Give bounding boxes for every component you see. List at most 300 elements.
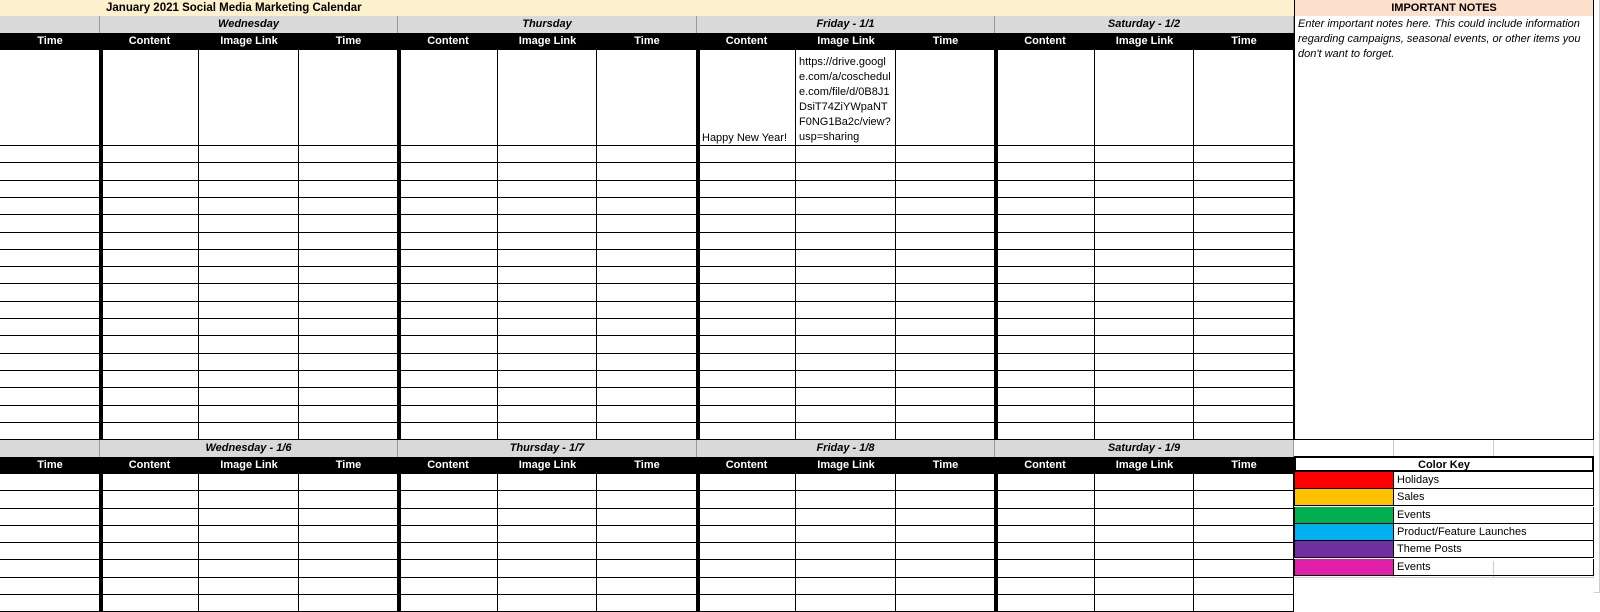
- table-cell[interactable]: [597, 560, 697, 578]
- table-cell[interactable]: Happy New Year!: [697, 50, 796, 146]
- table-cell[interactable]: [896, 595, 995, 612]
- table-cell[interactable]: [299, 595, 398, 612]
- table-cell[interactable]: [995, 354, 1095, 371]
- table-cell[interactable]: [995, 578, 1095, 595]
- table-cell[interactable]: [1095, 233, 1194, 250]
- table-cell[interactable]: [597, 509, 697, 526]
- table-cell[interactable]: [398, 215, 498, 233]
- table-cell[interactable]: [100, 302, 199, 319]
- table-cell[interactable]: [299, 284, 398, 302]
- table-cell[interactable]: [1095, 336, 1194, 354]
- table-cell[interactable]: [100, 267, 199, 284]
- table-cell[interactable]: [995, 526, 1095, 543]
- table-cell[interactable]: [1095, 388, 1194, 406]
- table-cell[interactable]: [199, 491, 299, 509]
- table-cell[interactable]: [796, 388, 896, 406]
- table-cell[interactable]: [1095, 198, 1194, 215]
- table-cell[interactable]: [0, 233, 100, 250]
- table-cell[interactable]: [100, 198, 199, 215]
- table-cell[interactable]: [0, 406, 100, 423]
- table-cell[interactable]: [597, 302, 697, 319]
- table-cell[interactable]: [697, 543, 796, 560]
- table-cell[interactable]: [100, 215, 199, 233]
- table-cell[interactable]: [796, 302, 896, 319]
- table-cell[interactable]: [597, 181, 697, 198]
- table-cell[interactable]: [199, 319, 299, 336]
- table-cell[interactable]: [1194, 163, 1294, 181]
- table-cell[interactable]: [1095, 319, 1194, 336]
- table-cell[interactable]: [0, 474, 100, 491]
- table-cell[interactable]: [1095, 50, 1194, 146]
- table-cell[interactable]: [0, 423, 100, 440]
- table-cell[interactable]: [597, 371, 697, 388]
- table-cell[interactable]: [1095, 543, 1194, 560]
- table-cell[interactable]: [199, 215, 299, 233]
- table-cell[interactable]: [896, 354, 995, 371]
- table-cell[interactable]: [896, 198, 995, 215]
- table-cell[interactable]: [1095, 491, 1194, 509]
- table-cell[interactable]: [1095, 354, 1194, 371]
- table-cell[interactable]: [896, 181, 995, 198]
- table-cell[interactable]: [1194, 50, 1294, 146]
- table-cell[interactable]: [100, 371, 199, 388]
- empty-cell[interactable]: [1394, 440, 1494, 457]
- table-cell[interactable]: [896, 319, 995, 336]
- table-cell[interactable]: [0, 163, 100, 181]
- table-cell[interactable]: [697, 423, 796, 440]
- table-cell[interactable]: [199, 250, 299, 267]
- table-cell[interactable]: [498, 560, 597, 578]
- table-cell[interactable]: [0, 509, 100, 526]
- table-cell[interactable]: [597, 250, 697, 267]
- table-cell[interactable]: [0, 302, 100, 319]
- table-cell[interactable]: [597, 163, 697, 181]
- table-cell[interactable]: [995, 388, 1095, 406]
- table-cell[interactable]: [0, 578, 100, 595]
- table-cell[interactable]: [498, 543, 597, 560]
- table-cell[interactable]: [1194, 406, 1294, 423]
- table-cell[interactable]: [796, 560, 896, 578]
- table-cell[interactable]: [299, 526, 398, 543]
- table-cell[interactable]: [896, 388, 995, 406]
- table-cell[interactable]: [697, 215, 796, 233]
- table-cell[interactable]: [398, 163, 498, 181]
- table-cell[interactable]: [597, 406, 697, 423]
- table-cell[interactable]: [597, 578, 697, 595]
- table-cell[interactable]: [995, 491, 1095, 509]
- table-cell[interactable]: [199, 146, 299, 163]
- table-cell[interactable]: [1095, 267, 1194, 284]
- table-cell[interactable]: [299, 560, 398, 578]
- table-cell[interactable]: [199, 50, 299, 146]
- table-cell[interactable]: [796, 595, 896, 612]
- table-cell[interactable]: [995, 319, 1095, 336]
- table-cell[interactable]: [896, 302, 995, 319]
- table-cell[interactable]: [697, 560, 796, 578]
- table-cell[interactable]: [697, 371, 796, 388]
- table-cell[interactable]: [995, 163, 1095, 181]
- table-cell[interactable]: [896, 284, 995, 302]
- table-cell[interactable]: [697, 163, 796, 181]
- table-cell[interactable]: [796, 491, 896, 509]
- table-cell[interactable]: [498, 319, 597, 336]
- table-cell[interactable]: [995, 181, 1095, 198]
- table-cell[interactable]: https://drive.google.com/a/coschedule.com/file/d/0B8J1DsiT74ZiYWpaNTF0NG1Ba2c/view?usp=sharing: [796, 50, 896, 146]
- table-cell[interactable]: [1095, 578, 1194, 595]
- table-cell[interactable]: [1194, 181, 1294, 198]
- table-cell[interactable]: [697, 491, 796, 509]
- table-cell[interactable]: [398, 474, 498, 491]
- table-cell[interactable]: [597, 233, 697, 250]
- table-cell[interactable]: [0, 388, 100, 406]
- table-cell[interactable]: [299, 267, 398, 284]
- table-cell[interactable]: [299, 336, 398, 354]
- table-cell[interactable]: [199, 198, 299, 215]
- table-cell[interactable]: [1194, 595, 1294, 612]
- table-cell[interactable]: [199, 526, 299, 543]
- table-cell[interactable]: [299, 198, 398, 215]
- table-cell[interactable]: [1194, 319, 1294, 336]
- table-cell[interactable]: [896, 215, 995, 233]
- table-cell[interactable]: [1194, 354, 1294, 371]
- table-cell[interactable]: [697, 336, 796, 354]
- table-cell[interactable]: [1194, 215, 1294, 233]
- table-cell[interactable]: [1095, 181, 1194, 198]
- table-cell[interactable]: [1194, 543, 1294, 560]
- table-cell[interactable]: [199, 509, 299, 526]
- table-cell[interactable]: [498, 474, 597, 491]
- table-cell[interactable]: [796, 181, 896, 198]
- table-cell[interactable]: [995, 560, 1095, 578]
- table-cell[interactable]: [398, 302, 498, 319]
- table-cell[interactable]: [0, 198, 100, 215]
- table-cell[interactable]: [597, 423, 697, 440]
- table-cell[interactable]: [498, 423, 597, 440]
- table-cell[interactable]: [199, 578, 299, 595]
- table-cell[interactable]: [0, 319, 100, 336]
- table-cell[interactable]: [199, 233, 299, 250]
- table-cell[interactable]: [796, 578, 896, 595]
- table-cell[interactable]: [1194, 267, 1294, 284]
- table-cell[interactable]: [199, 163, 299, 181]
- table-cell[interactable]: [995, 215, 1095, 233]
- table-cell[interactable]: [299, 181, 398, 198]
- table-cell[interactable]: [299, 509, 398, 526]
- table-cell[interactable]: [697, 284, 796, 302]
- table-cell[interactable]: [1095, 406, 1194, 423]
- table-cell[interactable]: [597, 543, 697, 560]
- table-cell[interactable]: [896, 250, 995, 267]
- table-cell[interactable]: [199, 474, 299, 491]
- table-cell[interactable]: [0, 50, 100, 146]
- table-cell[interactable]: [1194, 578, 1294, 595]
- table-cell[interactable]: [398, 543, 498, 560]
- table-cell[interactable]: [597, 595, 697, 612]
- table-cell[interactable]: [398, 267, 498, 284]
- table-cell[interactable]: [995, 371, 1095, 388]
- table-cell[interactable]: [398, 509, 498, 526]
- table-cell[interactable]: [1194, 423, 1294, 440]
- table-cell[interactable]: [398, 284, 498, 302]
- table-cell[interactable]: [100, 146, 199, 163]
- table-cell[interactable]: [995, 595, 1095, 612]
- table-cell[interactable]: [398, 423, 498, 440]
- table-cell[interactable]: [498, 198, 597, 215]
- table-cell[interactable]: [995, 543, 1095, 560]
- table-cell[interactable]: [0, 560, 100, 578]
- table-cell[interactable]: [1095, 163, 1194, 181]
- table-cell[interactable]: [299, 423, 398, 440]
- table-cell[interactable]: [0, 526, 100, 543]
- table-cell[interactable]: [896, 146, 995, 163]
- table-cell[interactable]: [0, 491, 100, 509]
- table-cell[interactable]: [498, 406, 597, 423]
- table-cell[interactable]: [299, 491, 398, 509]
- table-cell[interactable]: [796, 474, 896, 491]
- table-cell[interactable]: [896, 50, 995, 146]
- table-cell[interactable]: [896, 406, 995, 423]
- table-cell[interactable]: [697, 354, 796, 371]
- table-cell[interactable]: [299, 50, 398, 146]
- table-cell[interactable]: [1194, 560, 1294, 578]
- table-cell[interactable]: [100, 526, 199, 543]
- table-cell[interactable]: [100, 474, 199, 491]
- table-cell[interactable]: [1194, 250, 1294, 267]
- table-cell[interactable]: [498, 233, 597, 250]
- table-cell[interactable]: [299, 543, 398, 560]
- table-cell[interactable]: [1095, 250, 1194, 267]
- table-cell[interactable]: [100, 423, 199, 440]
- table-cell[interactable]: [0, 595, 100, 612]
- table-cell[interactable]: [100, 509, 199, 526]
- table-cell[interactable]: [796, 198, 896, 215]
- table-cell[interactable]: [1194, 198, 1294, 215]
- table-cell[interactable]: [796, 543, 896, 560]
- table-cell[interactable]: [697, 146, 796, 163]
- table-cell[interactable]: [299, 215, 398, 233]
- table-cell[interactable]: [697, 474, 796, 491]
- table-cell[interactable]: [498, 595, 597, 612]
- table-cell[interactable]: [398, 406, 498, 423]
- table-cell[interactable]: [498, 267, 597, 284]
- table-cell[interactable]: [100, 233, 199, 250]
- table-cell[interactable]: [597, 215, 697, 233]
- table-cell[interactable]: [597, 491, 697, 509]
- table-cell[interactable]: [0, 371, 100, 388]
- table-cell[interactable]: [896, 578, 995, 595]
- table-cell[interactable]: [0, 354, 100, 371]
- table-cell[interactable]: [796, 526, 896, 543]
- table-cell[interactable]: [0, 215, 100, 233]
- table-cell[interactable]: [199, 354, 299, 371]
- table-cell[interactable]: [199, 302, 299, 319]
- table-cell[interactable]: [796, 336, 896, 354]
- table-cell[interactable]: [498, 181, 597, 198]
- table-cell[interactable]: [896, 491, 995, 509]
- table-cell[interactable]: [299, 250, 398, 267]
- table-cell[interactable]: [0, 146, 100, 163]
- table-cell[interactable]: [796, 215, 896, 233]
- table-cell[interactable]: [1194, 302, 1294, 319]
- table-cell[interactable]: [995, 509, 1095, 526]
- table-cell[interactable]: [896, 423, 995, 440]
- table-cell[interactable]: [299, 319, 398, 336]
- table-cell[interactable]: [1095, 474, 1194, 491]
- table-cell[interactable]: [1194, 233, 1294, 250]
- table-cell[interactable]: [1194, 146, 1294, 163]
- table-cell[interactable]: [995, 406, 1095, 423]
- table-cell[interactable]: [299, 163, 398, 181]
- empty-cell[interactable]: [1494, 440, 1594, 457]
- table-cell[interactable]: [100, 560, 199, 578]
- table-cell[interactable]: [100, 491, 199, 509]
- table-cell[interactable]: [697, 406, 796, 423]
- table-cell[interactable]: [498, 163, 597, 181]
- table-cell[interactable]: [597, 388, 697, 406]
- table-cell[interactable]: [697, 198, 796, 215]
- table-cell[interactable]: [1194, 491, 1294, 509]
- table-cell[interactable]: [896, 560, 995, 578]
- table-cell[interactable]: [697, 250, 796, 267]
- table-cell[interactable]: [100, 181, 199, 198]
- table-cell[interactable]: [697, 526, 796, 543]
- table-cell[interactable]: [697, 509, 796, 526]
- table-cell[interactable]: [498, 302, 597, 319]
- table-cell[interactable]: [299, 233, 398, 250]
- table-cell[interactable]: [1194, 371, 1294, 388]
- table-cell[interactable]: [199, 423, 299, 440]
- table-cell[interactable]: [896, 267, 995, 284]
- table-cell[interactable]: [796, 163, 896, 181]
- table-cell[interactable]: [995, 50, 1095, 146]
- table-cell[interactable]: [498, 388, 597, 406]
- table-cell[interactable]: [796, 354, 896, 371]
- table-cell[interactable]: [299, 302, 398, 319]
- table-cell[interactable]: [796, 406, 896, 423]
- table-cell[interactable]: [597, 526, 697, 543]
- table-cell[interactable]: [995, 198, 1095, 215]
- table-cell[interactable]: [498, 146, 597, 163]
- table-cell[interactable]: [995, 474, 1095, 491]
- table-cell[interactable]: [398, 50, 498, 146]
- table-cell[interactable]: [199, 388, 299, 406]
- table-cell[interactable]: [0, 543, 100, 560]
- table-cell[interactable]: [199, 406, 299, 423]
- table-cell[interactable]: [199, 284, 299, 302]
- table-cell[interactable]: [398, 354, 498, 371]
- table-cell[interactable]: [995, 146, 1095, 163]
- table-cell[interactable]: [398, 146, 498, 163]
- table-cell[interactable]: [199, 560, 299, 578]
- table-cell[interactable]: [597, 198, 697, 215]
- table-cell[interactable]: [100, 388, 199, 406]
- table-cell[interactable]: [398, 319, 498, 336]
- table-cell[interactable]: [796, 250, 896, 267]
- table-cell[interactable]: [199, 181, 299, 198]
- table-cell[interactable]: [498, 50, 597, 146]
- table-cell[interactable]: [796, 509, 896, 526]
- table-cell[interactable]: [896, 163, 995, 181]
- table-cell[interactable]: [199, 267, 299, 284]
- table-cell[interactable]: [796, 284, 896, 302]
- table-cell[interactable]: [697, 233, 796, 250]
- table-cell[interactable]: [299, 146, 398, 163]
- table-cell[interactable]: [597, 336, 697, 354]
- table-cell[interactable]: [0, 181, 100, 198]
- table-cell[interactable]: [697, 302, 796, 319]
- table-cell[interactable]: [498, 371, 597, 388]
- table-cell[interactable]: [995, 284, 1095, 302]
- table-cell[interactable]: [398, 233, 498, 250]
- table-cell[interactable]: [1095, 526, 1194, 543]
- table-cell[interactable]: [1095, 595, 1194, 612]
- table-cell[interactable]: [498, 215, 597, 233]
- table-cell[interactable]: [398, 491, 498, 509]
- table-cell[interactable]: [896, 509, 995, 526]
- table-cell[interactable]: [100, 319, 199, 336]
- table-cell[interactable]: [398, 181, 498, 198]
- table-cell[interactable]: [697, 388, 796, 406]
- table-cell[interactable]: [1194, 526, 1294, 543]
- table-cell[interactable]: [597, 354, 697, 371]
- table-cell[interactable]: [398, 250, 498, 267]
- table-cell[interactable]: [498, 284, 597, 302]
- table-cell[interactable]: [299, 406, 398, 423]
- table-cell[interactable]: [398, 526, 498, 543]
- table-cell[interactable]: [597, 474, 697, 491]
- table-cell[interactable]: [199, 595, 299, 612]
- table-cell[interactable]: [100, 50, 199, 146]
- table-cell[interactable]: [100, 406, 199, 423]
- table-cell[interactable]: [1194, 474, 1294, 491]
- table-cell[interactable]: [199, 336, 299, 354]
- table-cell[interactable]: [1194, 336, 1294, 354]
- table-cell[interactable]: [697, 578, 796, 595]
- table-cell[interactable]: [1095, 371, 1194, 388]
- table-cell[interactable]: [796, 233, 896, 250]
- table-cell[interactable]: [995, 267, 1095, 284]
- table-cell[interactable]: [597, 284, 697, 302]
- table-cell[interactable]: [597, 50, 697, 146]
- table-cell[interactable]: [398, 578, 498, 595]
- table-cell[interactable]: [1095, 146, 1194, 163]
- table-cell[interactable]: [1194, 388, 1294, 406]
- table-cell[interactable]: [896, 474, 995, 491]
- table-cell[interactable]: [100, 163, 199, 181]
- table-cell[interactable]: [995, 336, 1095, 354]
- table-cell[interactable]: [597, 267, 697, 284]
- table-cell[interactable]: [498, 509, 597, 526]
- table-cell[interactable]: [100, 578, 199, 595]
- table-cell[interactable]: [896, 526, 995, 543]
- table-cell[interactable]: [1095, 284, 1194, 302]
- table-cell[interactable]: [498, 250, 597, 267]
- table-cell[interactable]: [0, 250, 100, 267]
- empty-cell[interactable]: [1294, 440, 1394, 457]
- table-cell[interactable]: [199, 371, 299, 388]
- table-cell[interactable]: [100, 336, 199, 354]
- table-cell[interactable]: [796, 319, 896, 336]
- table-cell[interactable]: [597, 319, 697, 336]
- table-cell[interactable]: [796, 267, 896, 284]
- table-cell[interactable]: [896, 233, 995, 250]
- table-cell[interactable]: [398, 388, 498, 406]
- table-cell[interactable]: [498, 491, 597, 509]
- table-cell[interactable]: [697, 595, 796, 612]
- table-cell[interactable]: [1095, 509, 1194, 526]
- table-cell[interactable]: [498, 578, 597, 595]
- table-cell[interactable]: [299, 388, 398, 406]
